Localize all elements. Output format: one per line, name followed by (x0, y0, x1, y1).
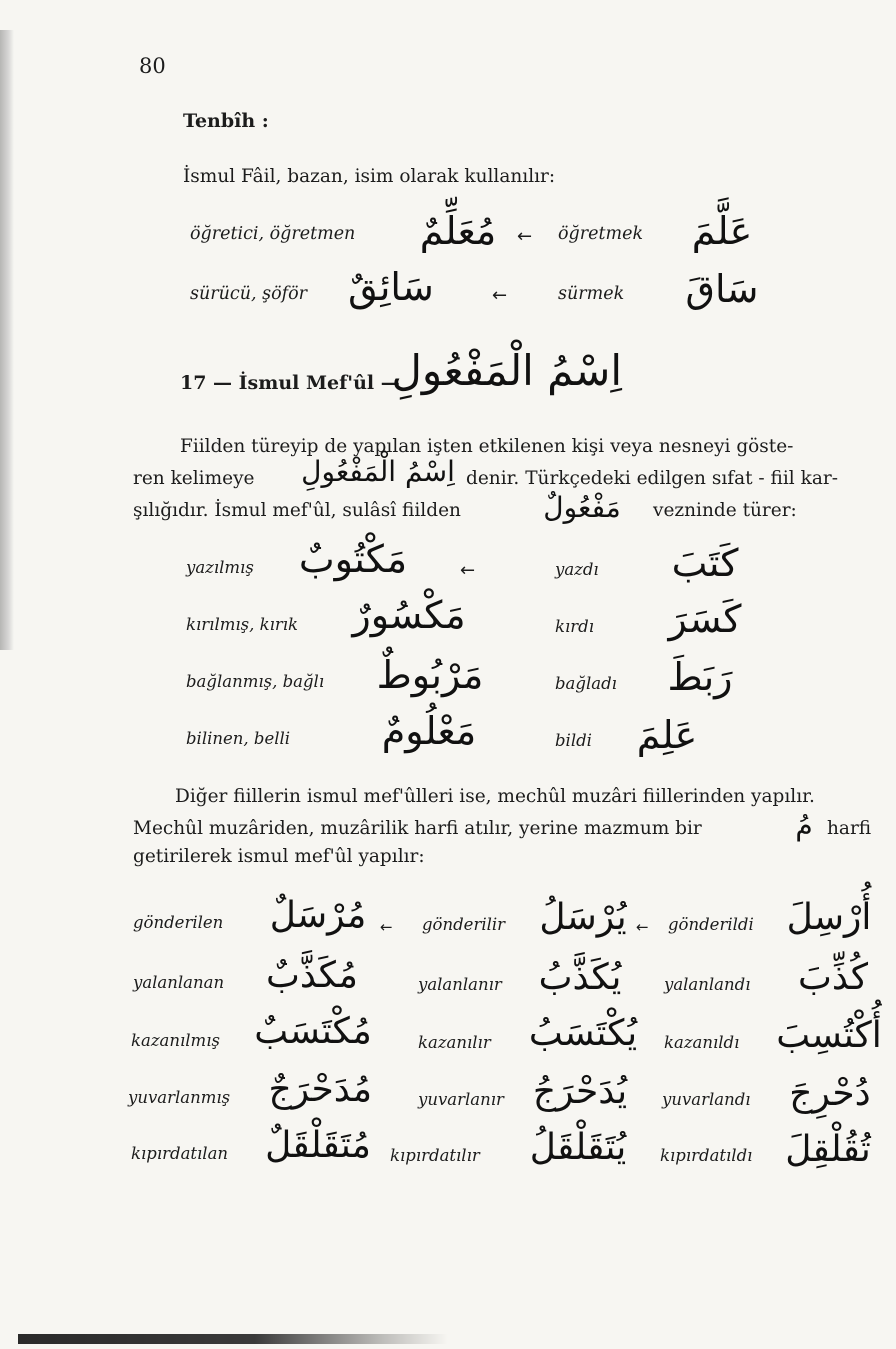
table-row-3-arabic-3: أُكْتُسِبَ (776, 1015, 882, 1056)
table-row-1-arabic-2: يُرْسَلُ (539, 897, 627, 938)
table-row-1-arabic-3: أُرْسِلَ (786, 897, 872, 938)
table-row-2-arabic-1: مُكَذَّبٌ (266, 955, 358, 996)
fail-verb-arabic-2: سَاقَ (685, 267, 759, 311)
table-row-5-meaning-2: kıpırdatılır (390, 1146, 480, 1165)
page-edge-shadow (0, 30, 14, 650)
arrow-icon: ← (636, 918, 649, 936)
meful-verb-meaning-1: yazdı (555, 560, 599, 579)
para1-line1: Fiilden türeyip de yapılan işten etkilenen kişi veya nesneyi göste- (180, 436, 794, 457)
table-row-4-arabic-3: دُحْرِجَ (789, 1073, 871, 1114)
meful-arabic-2: مَكْسُورٌ (352, 593, 466, 637)
section-title: 17 — İsmul Mef'ûl — (180, 372, 400, 394)
meful-verb-meaning-2: kırdı (555, 617, 595, 636)
meful-meaning-1: yazılmış (186, 558, 254, 577)
table-row-4-arabic-2: يُدَحْرَجُ (532, 1071, 628, 1112)
fail-meaning-2: sürücü, şöför (190, 284, 307, 304)
para1-line3b: vezninde türer: (653, 500, 797, 521)
meful-verb-meaning-4: bildi (555, 731, 592, 750)
arrow-icon: ← (380, 918, 393, 936)
meful-meaning-2: kırılmış, kırık (186, 615, 299, 634)
table-row-4-meaning-1: yuvarlanmış (128, 1088, 231, 1107)
table-row-5-meaning-3: kıpırdatıldı (660, 1146, 753, 1165)
table-row-3-arabic-2: يُكْتَسَبُ (528, 1013, 638, 1054)
para2-line2-arabic: مُ (795, 809, 813, 842)
table-row-1-arabic-1: مُرْسَلٌ (269, 895, 367, 936)
meful-arabic-1: مَكْتُوبٌ (298, 537, 408, 581)
para2-line2b: harfi (827, 818, 872, 839)
para2-line3: getirilerek ismul mef'ûl yapılır: (133, 846, 425, 867)
table-row-2-arabic-3: كُذِّبَ (798, 957, 868, 998)
meful-arabic-3: مَرْبُوطٌ (376, 653, 484, 697)
intro-line: İsmul Fâil, bazan, isim olarak kullanılır: (183, 166, 556, 187)
meful-verb-meaning-3: bağladı (555, 674, 617, 693)
table-row-2-meaning-1: yalanlanan (133, 973, 225, 992)
para1-line3a: şılığıdır. İsmul mef'ûl, sulâsî fiilden (133, 500, 461, 521)
meful-meaning-3: bağlanmış, bağlı (186, 672, 325, 691)
table-row-3-meaning-3: kazanıldı (664, 1033, 740, 1052)
table-row-5-arabic-2: يُتَقَلْقَلُ (529, 1127, 627, 1168)
arrow-icon: ← (517, 226, 533, 247)
table-row-1-meaning-3: gönderildi (668, 915, 754, 934)
table-row-3-meaning-1: kazanılmış (131, 1031, 220, 1050)
table-row-1-meaning-2: gönderilir (422, 915, 506, 934)
table-row-5-arabic-1: مُتَقَلْقَلٌ (265, 1125, 371, 1166)
fail-arabic-1: مُعَلِّمٌ (419, 209, 497, 253)
meful-verb-arabic-1: كَتَبَ (671, 541, 739, 585)
para1-line3-arabic: مَفْعُولٌ (543, 491, 621, 524)
table-row-2-arabic-2: يُكَذَّبُ (538, 957, 622, 998)
fail-verb-meaning-1: öğretmek (558, 224, 644, 244)
meful-meaning-4: bilinen, belli (186, 729, 291, 748)
table-row-5-arabic-3: تُقُلْقِلَ (785, 1129, 871, 1170)
page-number: 80 (139, 54, 166, 78)
arrow-icon: ← (460, 560, 476, 581)
para2-line1: Diğer fiillerin ismul mef'ûlleri ise, mechûl muzâri fiillerinden yapılır. (175, 786, 815, 807)
table-row-2-meaning-3: yalanlandı (664, 975, 751, 994)
fail-verb-meaning-2: sürmek (558, 284, 625, 304)
table-row-5-meaning-1: kıpırdatılan (131, 1144, 229, 1163)
fail-verb-arabic-1: عَلَّمَ (691, 209, 753, 253)
fail-arabic-2: سَائِقٌ (348, 265, 434, 309)
meful-arabic-4: مَعْلُومٌ (381, 709, 477, 753)
table-row-4-arabic-1: مُدَحْرَجٌ (268, 1069, 372, 1110)
table-row-4-meaning-3: yuvarlandı (662, 1090, 751, 1109)
section-arabic-title: اِسْمُ الْمَفْعُولِ (391, 346, 622, 395)
table-row-3-arabic-1: مُكْتَسَبٌ (254, 1011, 372, 1052)
scan-edge-bar (18, 1334, 448, 1344)
para2-line2a: Mechûl muzâriden, muzârilik harfi atılır, yerine mazmum bir (133, 818, 702, 839)
fail-meaning-1: öğretici, öğretmen (190, 224, 356, 244)
meful-verb-arabic-2: كَسَرَ (668, 597, 742, 641)
meful-verb-arabic-4: عَلِمَ (636, 713, 698, 757)
table-row-2-meaning-2: yalanlanır (418, 975, 502, 994)
meful-verb-arabic-3: رَبَطَ (667, 655, 733, 699)
tenbih-heading: Tenbîh : (183, 110, 269, 132)
table-row-1-meaning-1: gönderilen (133, 913, 224, 932)
para1-line2-arabic: اِسْمُ الْمَفْعُولِ (301, 455, 455, 488)
table-row-3-meaning-2: kazanılır (418, 1033, 491, 1052)
para1-line2b: denir. Türkçedeki edilgen sıfat - fiil kar- (466, 468, 838, 489)
table-row-4-meaning-2: yuvarlanır (418, 1090, 504, 1109)
arrow-icon: ← (492, 285, 508, 306)
para1-line2a: ren kelimeye (133, 468, 255, 489)
